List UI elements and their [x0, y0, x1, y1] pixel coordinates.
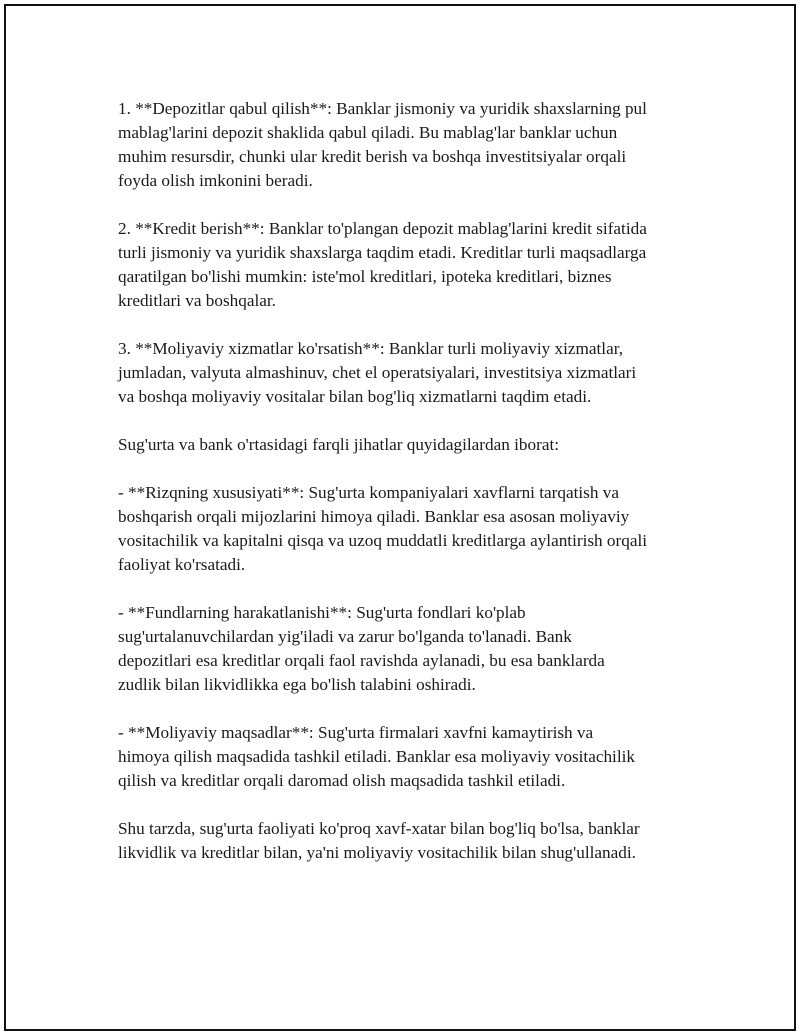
page-frame: [4, 4, 796, 1031]
paragraph-deposits: 1. **Depozitlar qabul qilish**: Banklar jismoniy va yuridik shaxslarning pul mablag'larini depozit shaklida qabul qiladi. Bu mablag'lar banklar uchun muhim resursdir, chunki ular kredit berish va boshqa investitsiyalar orqali foyda olish imkonini beradi.: [118, 99, 647, 190]
paragraph-differences-intro: Sug'urta va bank o'rtasidagi farqli jihatlar quyidagilardan iborat:: [118, 435, 560, 454]
paragraph-credit: 2. **Kredit berish**: Banklar to'plangan depozit mablag'larini kredit sifatida turli jismoniy va yuridik shaxslarga taqdim etadi. Kreditlar turli maqsadlarga qaratilgan bo'lishi mumkin: iste'mol kreditlari, ipoteka kreditlari, biznes kreditlari va boshqalar.: [118, 219, 647, 310]
paragraph-conclusion: Shu tarzda, sug'urta faoliyati ko'proq xavf-xatar bilan bog'liq bo'lsa, banklar likvidlik va kreditlar bilan, ya'ni moliyaviy vositachilik bilan shug'ullanadi.: [118, 819, 640, 862]
paragraph-financial-services: 3. **Moliyaviy xizmatlar ko'rsatish**: Banklar turli moliyaviy xizmatlar, jumladan, valyuta almashinuv, chet el operatsiyalari, investitsiya xizmatlari va boshqa moliyaviy vositalar bilan bog'liq xizmatlarni taqdim etadi.: [118, 339, 637, 406]
paragraph-funds-movement: - **Fundlarning harakatlanishi**: Sug'urta fondlari ko'plab sug'urtalanuvchilardan yig'iladi va zarur bo'lganda to'lanadi. Bank depozitlari esa kreditlar orqali faol ravishda aylanadi, bu esa banklarda zudlik bilan likvidlikka ega bo'lish talabini oshiradi.: [118, 603, 605, 694]
paragraph-risk-nature: - **Rizqning xususiyati**: Sug'urta kompaniyalari xavflarni tarqatish va boshqarish orqali mijozlarini himoya qiladi. Banklar esa asosan moliyaviy vositachilik va kapitalni qisqa va uzoq muddatli kreditlarga aylantirish orqali faoliyat ko'rsatadi.: [118, 483, 648, 574]
document-body: [118, 97, 718, 889]
paragraph-financial-goals: - **Moliyaviy maqsadlar**: Sug'urta firmalari xavfni kamaytirish va himoya qilish maqsadida tashkil etiladi. Banklar esa moliyaviy vositachilik qilish va kreditlar orqali daromad olish maqsadida tashkil etiladi.: [118, 723, 635, 790]
